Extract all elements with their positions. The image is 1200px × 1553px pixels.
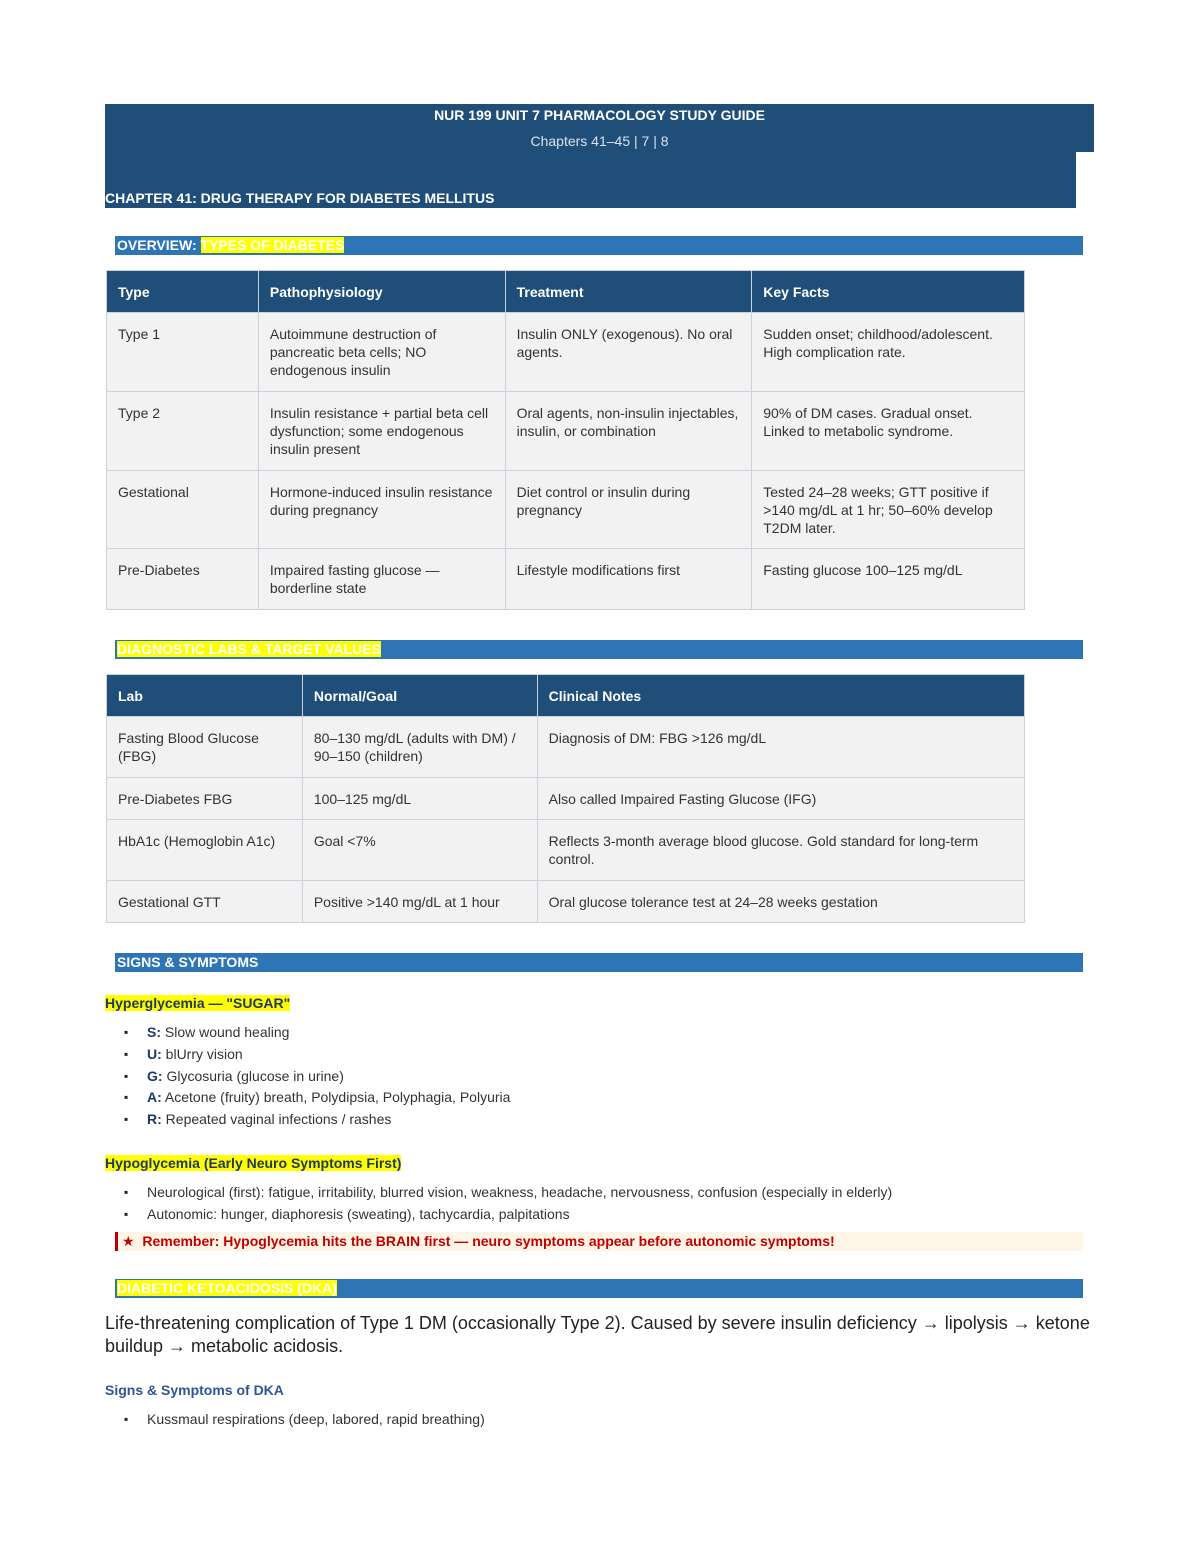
dka-signs-list	[120, 1409, 485, 1431]
table-cell: Insulin resistance + partial beta cell dysfunction; some endogenous insulin present	[258, 392, 505, 471]
dka-description: Life-threatening complication of Type 1 DM (occasionally Type 2). Caused by severe insulin deficiency → lipolysis → ketone buildup → metabolic acidosis.	[105, 1313, 1090, 1356]
table-cell: 80–130 mg/dL (adults with DM) / 90–150 (children)	[302, 717, 537, 778]
table-cell: Positive >140 mg/dL at 1 hour	[302, 881, 537, 923]
table-cell: Lifestyle modifications first	[505, 549, 752, 610]
hypoglycemia-list	[120, 1182, 892, 1226]
diabetes-types-table	[106, 270, 1025, 610]
hypoglycemia-heading: Hypoglycemia (Early Neuro Symptoms First)	[105, 1155, 402, 1171]
list-item: ▪ G: Glycosuria (glucose in urine)	[120, 1066, 510, 1088]
table-cell: Diagnosis of DM: FBG >126 mg/dL	[537, 717, 1024, 778]
column-header: Pathophysiology	[258, 271, 505, 313]
document-subtitle: Chapters 41–45 | 7 | 8	[530, 133, 669, 149]
list-item: ▪ Kussmaul respirations (deep, labored, rapid breathing)	[120, 1409, 485, 1431]
table-cell: HbA1c (Hemoglobin A1c)	[107, 820, 303, 881]
table-cell: Pre-Diabetes FBG	[107, 778, 303, 820]
section-label-dka: DIABETIC KETOACIDOSIS (DKA)	[117, 1280, 337, 1296]
table-cell: Type 2	[107, 392, 259, 471]
table-cell: Diet control or insulin during pregnancy	[505, 471, 752, 549]
table-cell: Reflects 3-month average blood glucose. Gold standard for long-term control.	[537, 820, 1024, 881]
table-row	[107, 820, 1025, 881]
table-cell: Type 1	[107, 313, 259, 392]
column-header: Normal/Goal	[302, 675, 537, 717]
section-label-signs: SIGNS & SYMPTOMS	[117, 954, 259, 970]
table-header-row	[107, 675, 1025, 717]
star-icon: ★	[122, 1233, 135, 1249]
table-row	[107, 313, 1025, 392]
table-cell: Goal <7%	[302, 820, 537, 881]
table-header-row	[107, 271, 1025, 313]
column-header: Key Facts	[752, 271, 1025, 313]
table-cell: Gestational GTT	[107, 881, 303, 923]
hyperglycemia-list	[120, 1022, 510, 1131]
table-cell: Hormone-induced insulin resistance during pregnancy	[258, 471, 505, 549]
table-cell: Insulin ONLY (exogenous). No oral agents.	[505, 313, 752, 392]
section-label-overview: OVERVIEW: TYPES OF DIABETES	[117, 237, 345, 253]
table-cell: Autoimmune destruction of pancreatic beta cells; NO endogenous insulin	[258, 313, 505, 392]
table-cell: Fasting glucose 100–125 mg/dL	[752, 549, 1025, 610]
table-cell: Sudden onset; childhood/adolescent. High complication rate.	[752, 313, 1025, 392]
list-item: ▪ S: Slow wound healing	[120, 1022, 510, 1044]
table-cell: Gestational	[107, 471, 259, 549]
column-header: Type	[107, 271, 259, 313]
section-label-labs: DIAGNOSTIC LABS & TARGET VALUES	[117, 641, 381, 657]
list-item: ▪ Autonomic: hunger, diaphoresis (sweating), tachycardia, palpitations	[120, 1204, 892, 1226]
table-cell: Oral agents, non-insulin injectables, insulin, or combination	[505, 392, 752, 471]
dka-signs-heading: Signs & Symptoms of DKA	[105, 1382, 284, 1398]
list-item: ▪ A: Acetone (fruity) breath, Polydipsia, Polyphagia, Polyuria	[120, 1087, 510, 1109]
table-row	[107, 881, 1025, 923]
list-item: ▪ U: blUrry vision	[120, 1044, 510, 1066]
table-row	[107, 778, 1025, 820]
hyperglycemia-heading: Hyperglycemia — "SUGAR"	[105, 995, 291, 1011]
table-cell: Pre-Diabetes	[107, 549, 259, 610]
table-cell: 100–125 mg/dL	[302, 778, 537, 820]
column-header: Clinical Notes	[537, 675, 1024, 717]
table-row	[107, 717, 1025, 778]
chapter-title: CHAPTER 41: DRUG THERAPY FOR DIABETES MELLITUS	[105, 190, 495, 206]
table-row	[107, 392, 1025, 471]
table-cell: 90% of DM cases. Gradual onset. Linked to metabolic syndrome.	[752, 392, 1025, 471]
table-cell: Also called Impaired Fasting Glucose (IFG)	[537, 778, 1024, 820]
list-item: ▪ R: Repeated vaginal infections / rashes	[120, 1109, 510, 1131]
remember-callout: ★ Remember: Hypoglycemia hits the BRAIN first — neuro symptoms appear before autonomic symptoms!	[115, 1232, 1083, 1251]
table-cell: Oral glucose tolerance test at 24–28 weeks gestation	[537, 881, 1024, 923]
column-header: Treatment	[505, 271, 752, 313]
list-item: ▪ Neurological (first): fatigue, irritability, blurred vision, weakness, headache, nervousness, confusion (especially in elderly)	[120, 1182, 892, 1204]
document-title: NUR 199 UNIT 7 PHARMACOLOGY STUDY GUIDE	[434, 107, 765, 123]
section-bar-signs	[115, 953, 1083, 972]
table-row	[107, 549, 1025, 610]
table-cell: Fasting Blood Glucose (FBG)	[107, 717, 303, 778]
diagnostic-labs-table	[106, 674, 1025, 923]
column-header: Lab	[107, 675, 303, 717]
table-cell: Tested 24–28 weeks; GTT positive if >140 mg/dL at 1 hr; 50–60% develop T2DM later.	[752, 471, 1025, 549]
table-row	[107, 471, 1025, 549]
table-cell: Impaired fasting glucose — borderline state	[258, 549, 505, 610]
